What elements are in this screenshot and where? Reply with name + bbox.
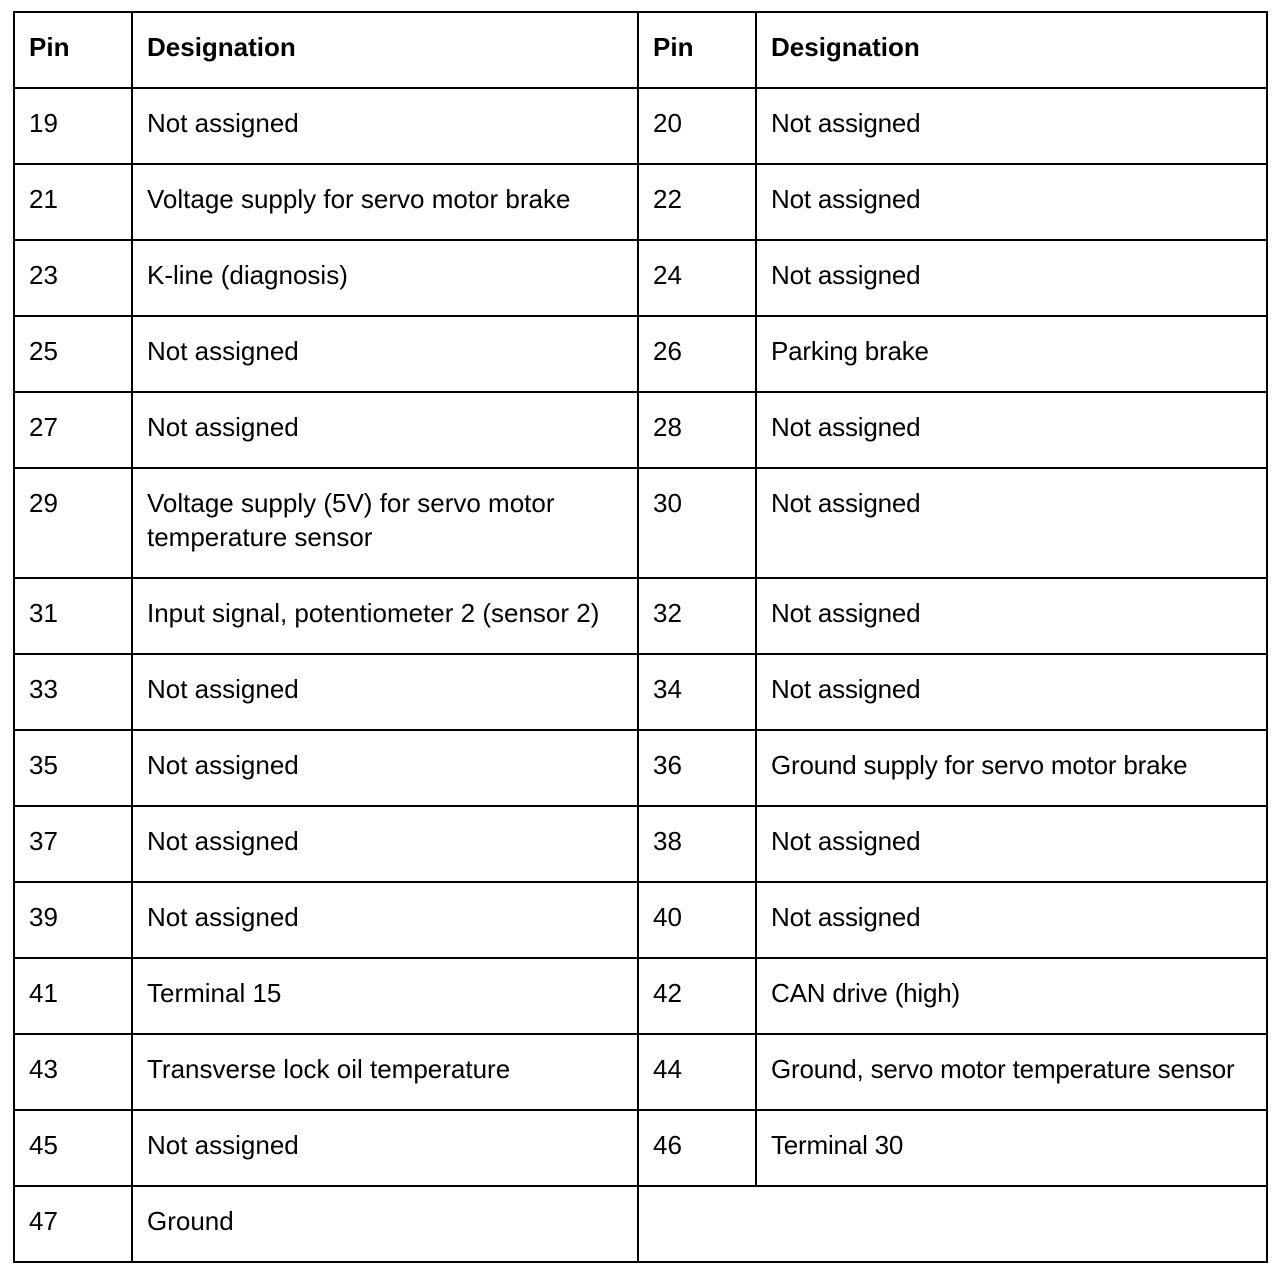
table-row [14,806,1267,882]
table-row [14,578,1267,654]
right-designation-cell: Not assigned [756,578,1267,654]
header-designation-right: Designation [756,12,1267,88]
right-designation-cell: Not assigned [756,468,1267,578]
table-row [14,1186,1267,1262]
header-pin-left: Pin [14,12,132,88]
left-pin-cell: 23 [14,240,132,316]
right-designation-cell: Terminal 30 [756,1110,1267,1186]
left-designation-cell: Not assigned [132,392,638,468]
left-pin-cell: 33 [14,654,132,730]
empty-cell [638,1186,1267,1262]
right-designation-cell: Not assigned [756,88,1267,164]
table-row [14,164,1267,240]
right-designation-cell: Not assigned [756,806,1267,882]
left-designation-cell: Not assigned [132,88,638,164]
left-pin-cell: 45 [14,1110,132,1186]
left-designation-cell: Not assigned [132,1110,638,1186]
right-pin-cell: 40 [638,882,756,958]
right-designation-cell: Not assigned [756,392,1267,468]
left-designation-cell: Voltage supply (5V) for servo motor temperature sensor [132,468,638,578]
right-pin-cell: 38 [638,806,756,882]
left-designation-cell: Not assigned [132,882,638,958]
left-designation-cell: Terminal 15 [132,958,638,1034]
right-pin-cell: 24 [638,240,756,316]
right-designation-cell: Ground, servo motor temperature sensor [756,1034,1267,1110]
table-row [14,730,1267,806]
left-pin-cell: 25 [14,316,132,392]
right-designation-cell: CAN drive (high) [756,958,1267,1034]
right-pin-cell: 20 [638,88,756,164]
right-pin-cell: 32 [638,578,756,654]
table-row [14,1034,1267,1110]
left-designation-cell: Transverse lock oil temperature [132,1034,638,1110]
right-designation-cell: Not assigned [756,164,1267,240]
left-pin-cell: 29 [14,468,132,578]
table-row [14,1110,1267,1186]
right-designation-cell: Not assigned [756,882,1267,958]
left-pin-cell: 21 [14,164,132,240]
right-designation-cell: Not assigned [756,240,1267,316]
pin-assignment-table [13,11,1268,1263]
left-designation-cell: Not assigned [132,806,638,882]
left-pin-cell: 47 [14,1186,132,1262]
left-pin-cell: 19 [14,88,132,164]
table-row [14,392,1267,468]
table-row [14,468,1267,578]
left-pin-cell: 41 [14,958,132,1034]
left-designation-cell: Ground [132,1186,638,1262]
left-designation-cell: Not assigned [132,730,638,806]
left-designation-cell: K-line (diagnosis) [132,240,638,316]
left-pin-cell: 37 [14,806,132,882]
right-pin-cell: 28 [638,392,756,468]
left-pin-cell: 27 [14,392,132,468]
left-pin-cell: 43 [14,1034,132,1110]
left-designation-cell: Not assigned [132,316,638,392]
table-row [14,882,1267,958]
header-pin-right: Pin [638,12,756,88]
table-row [14,958,1267,1034]
right-pin-cell: 34 [638,654,756,730]
right-designation-cell: Ground supply for servo motor brake [756,730,1267,806]
right-pin-cell: 22 [638,164,756,240]
table-row [14,654,1267,730]
left-pin-cell: 31 [14,578,132,654]
table-row [14,240,1267,316]
right-pin-cell: 26 [638,316,756,392]
right-pin-cell: 42 [638,958,756,1034]
table-row [14,88,1267,164]
right-designation-cell: Parking brake [756,316,1267,392]
left-designation-cell: Input signal, potentiometer 2 (sensor 2) [132,578,638,654]
right-pin-cell: 30 [638,468,756,578]
left-designation-cell: Not assigned [132,654,638,730]
right-designation-cell: Not assigned [756,654,1267,730]
right-pin-cell: 36 [638,730,756,806]
right-pin-cell: 46 [638,1110,756,1186]
header-designation-left: Designation [132,12,638,88]
table-header-row [14,12,1267,88]
left-pin-cell: 39 [14,882,132,958]
right-pin-cell: 44 [638,1034,756,1110]
left-pin-cell: 35 [14,730,132,806]
table-row [14,316,1267,392]
left-designation-cell: Voltage supply for servo motor brake [132,164,638,240]
